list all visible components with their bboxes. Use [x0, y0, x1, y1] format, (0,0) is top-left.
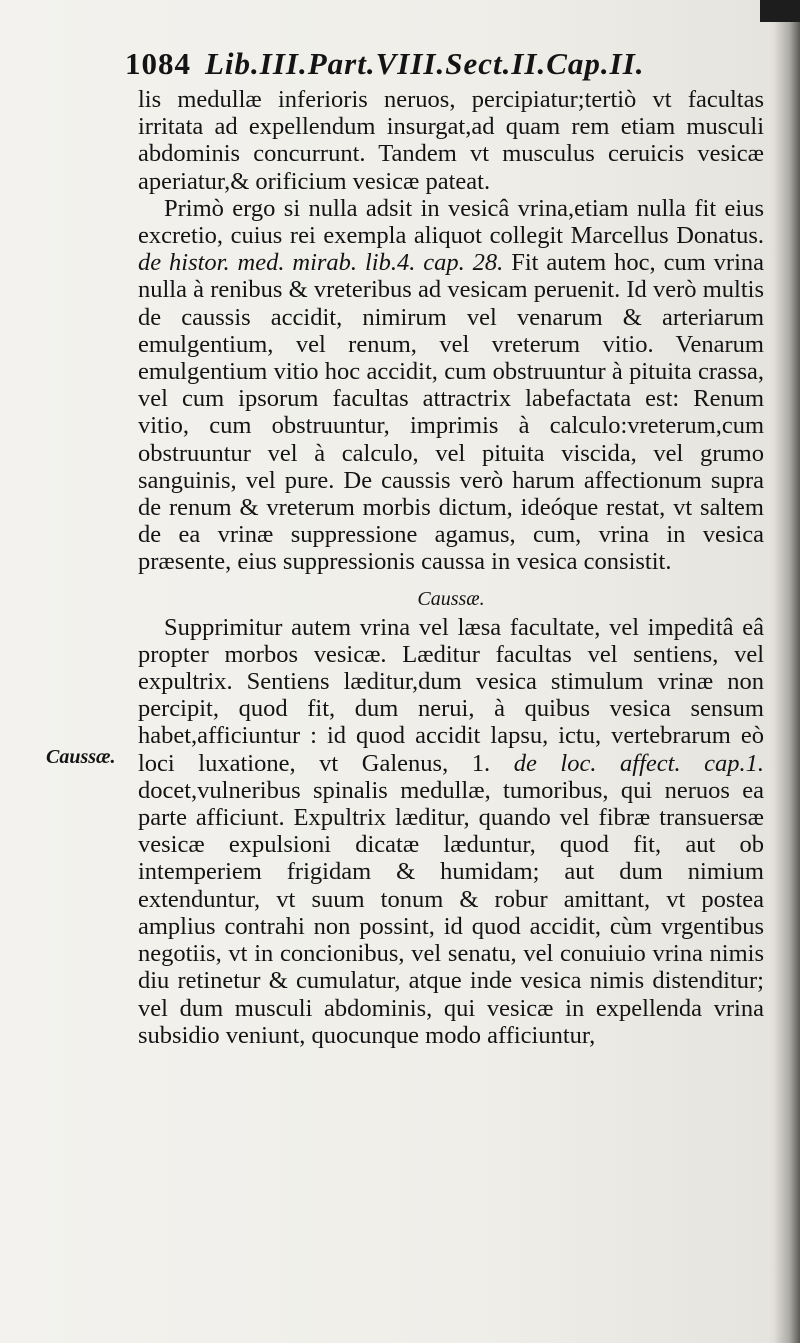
paragraph-2 [138, 195, 764, 576]
citation: de histor. med. mirab. lib.4. cap. 28. [138, 249, 504, 277]
paragraph-2-text-a: Primò ergo si nulla adsit in vesicâ vrina,etiam nulla fit eius excretio, cuius rei exempla aliquot collegit Marcellus Donatus. [138, 194, 764, 250]
page-gutter-shadow [774, 0, 800, 1343]
paragraph-3-text-b: docet,vulneribus spinalis medullæ, tumoribus, qui neruos ea parte afficiunt. Expultrix læditur, quando vel fibræ transuersæ vesicæ expulsioni dicatæ læduntur, quod fit, aut ob intemperiem frigidam & humidam; aut dum nimium extenduntur, vt suum tonum & robur amittant, vt postea amplius contrahi non possint, id quod accidit, cùm vrgentibus negotiis, vt in concionibus, vel senatu, vel conuiuio vrina nimis diu retinetur & cumulatur, atque inde vesica nimis distenditur; vel dum musculi abdominis, qui vesicæ in expellenda vrina subsidio veniunt, quocunque modo afficiuntur, [138, 776, 764, 1049]
paragraph-3-text-a: Supprimitur autem vrina vel læsa facultate, vel impeditâ eâ propter morbos vesicæ. Læditur facultas vel sentiens, vel expultrix. Sentiens læditur,dum vesica stimulum vrinæ non percipit, quod fit, dum nerui, à quibus vesica sensum habet,afficiuntur : id quod accidit lapsu, ictu, vertebrarum eò loci luxatione, vt Galenus, 1. [138, 613, 764, 777]
paragraph-1: lis medullæ inferioris neruos, percipiatur;tertiò vt facultas irritata ad expellendum insurgat,ad quam rem etiam musculi abdominis concurrunt. Tandem vt musculus ceruicis vesicæ aperiatur,& orificium vesicæ pateat. [138, 86, 764, 195]
running-title: Lib.III.Part.VIII.Sect.II.Cap.II. [205, 46, 645, 81]
section-subheading: Caussæ. [417, 587, 485, 610]
scan-corner [760, 0, 800, 22]
citation: de loc. affect. cap.1. [513, 749, 765, 777]
body-text [138, 86, 764, 1049]
paragraph-3 [138, 614, 764, 1049]
page-number: 1084 [125, 46, 191, 81]
margin-note: Caussæ. [46, 746, 116, 768]
running-header [125, 46, 725, 82]
paragraph-2-text-b: Fit autem hoc, cum vrina nulla à renibus & vreteribus ad vesicam peruenit. Id verò multis de caussis accidit, nimirum vel venarum & arteriarum emulgentium, vel renum, vel vreterum vitio. Venarum emulgentium vitio hoc accidit, cum obstruuntur à pituita crassa, vel cum ipsorum facultas attractrix labefactata est: Renum vitio, cum obstruuntur, imprimis à calculo:vreterum,cum obstruuntur vel à calculo, vel pituita viscida, vel grumo sanguinis, vel pure. De caussis verò harum affectionum supra de renum & vreterum morbis dictum, ideóque restat, vt saltem de ea vrinæ suppressione agamus, cum, vrina in vesica præsente, eius suppressionis caussa in vesica consistit. [138, 249, 764, 576]
